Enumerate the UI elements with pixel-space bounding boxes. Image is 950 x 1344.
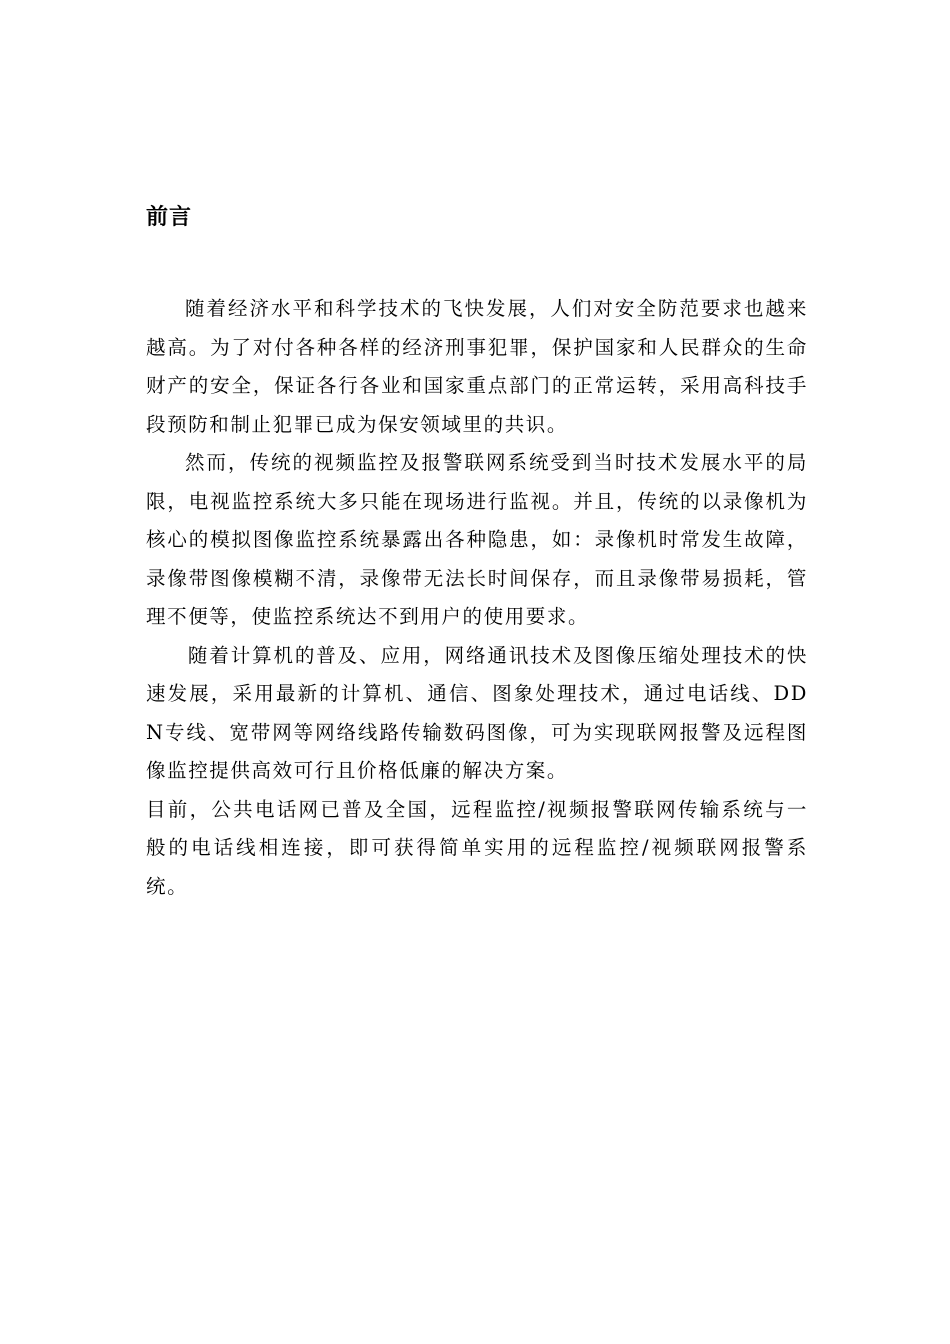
paragraph-2: 然而，传统的视频监控及报警联网系统受到当时技术发展水平的局限，电视监控系统大多只能在现场进行监视。并且，传统的以录像机为核心的模拟图像监控系统暴露出各种隐患，如：录像机时常发生故障，录像带图像模糊不清，录像带无法长时间保存，而且录像带易损耗，管理不便等，使监控系统达不到用户的使用要求。 xyxy=(146,451,808,628)
document-body xyxy=(146,290,808,906)
paragraph-1: 随着经济水平和科学技术的飞快发展，人们对安全防范要求也越来越高。为了对付各种各样的经济刑事犯罪，保护国家和人民群众的生命财产的安全，保证各行各业和国家重点部门的正常运转，采用高科技手段预防和制止犯罪已成为保安领域里的共识。 xyxy=(146,297,808,436)
paragraph-3: 随着计算机的普及、应用，网络通讯技术及图像压缩处理技术的快速发展，采用最新的计算机、通信、图象处理技术，通过电话线、DDN专线、宽带网等网络线路传输数码图像，可为实现联网报警及远程图像监控提供高效可行且价格低廉的解决方案。 xyxy=(146,643,808,782)
document-title: 前言 xyxy=(146,205,193,230)
paragraph-4: 目前，公共电话网已普及全国，远程监控/视频报警联网传输系统与一般的电话线相连接，即可获得简单实用的远程监控/视频联网报警系统。 xyxy=(146,797,808,898)
